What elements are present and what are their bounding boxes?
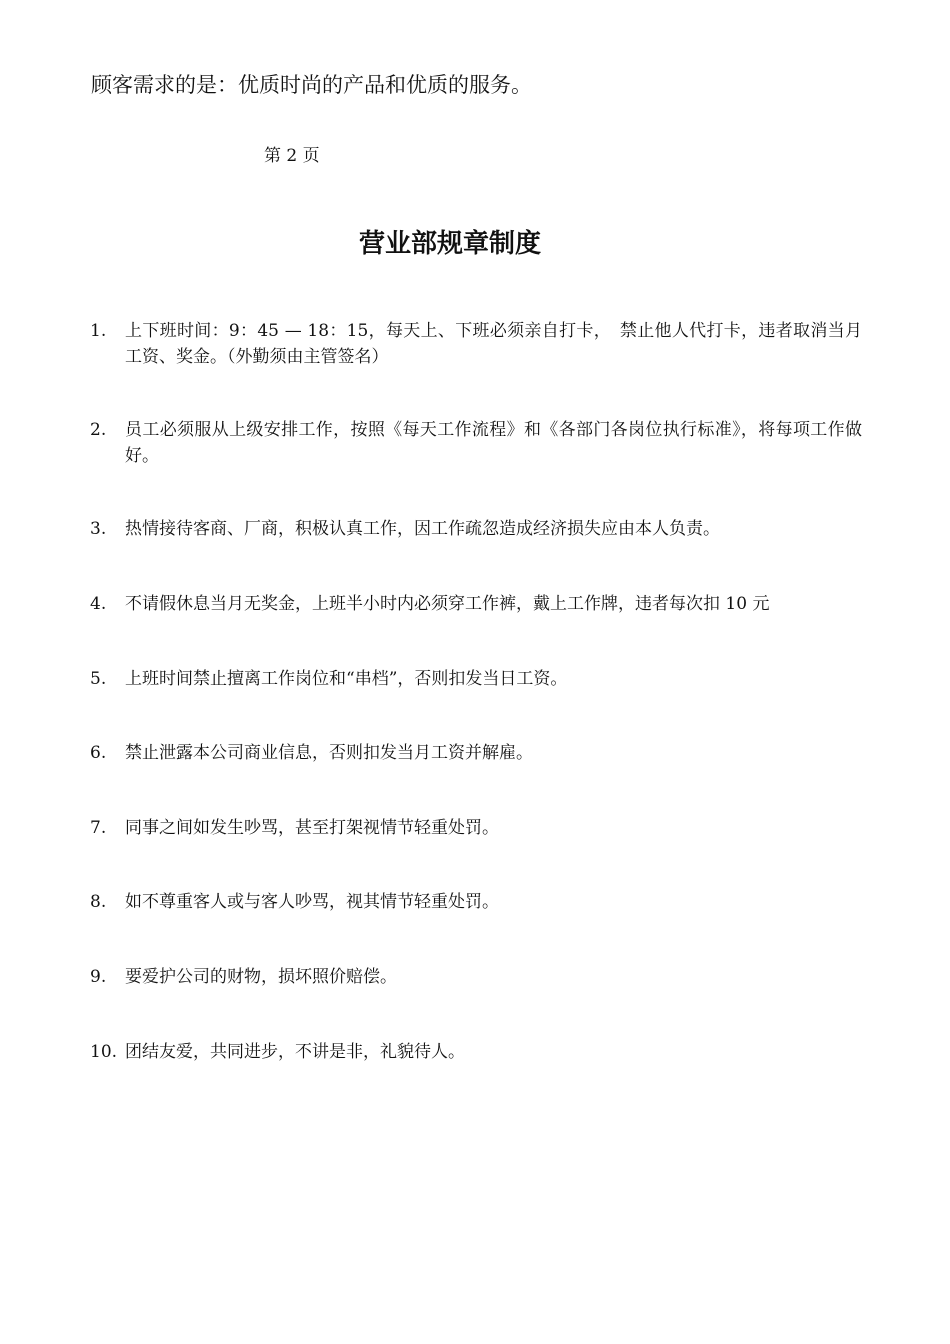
rule-item [90,516,862,542]
rule-number: 3. [90,519,107,539]
rule-number: 8. [90,892,107,912]
intro-line: 顾客需求的是：优质时尚的产品和优质的服务。 [91,73,532,97]
rule-item [90,815,862,841]
rule-number: 1. [90,321,107,341]
rule-text: 员工必须服从上级安排工作，按照《每天工作流程》和《各部门各岗位执行标准》，将每项工作做好。 [125,420,862,466]
rule-item [90,591,862,617]
rule-item [90,740,862,766]
rule-number: 5. [90,669,107,689]
rule-number: 6. [90,743,107,763]
rule-number: 9. [90,967,107,987]
rule-text: 如不尊重客人或与客人吵骂，视其情节轻重处罚。 [125,892,499,912]
rule-item [90,964,862,990]
rule-number: 2. [90,420,107,440]
rule-text: 上下班时间：9：45 — 18：15，每天上、下班必须亲自打卡， 禁止他人代打卡，违者取消当月工资、奖金。（外勤须由主管签名） [125,321,862,367]
rule-item [90,1039,862,1065]
rule-number: 4. [90,594,107,614]
rule-item [90,666,862,692]
rule-text: 上班时间禁止擅离工作岗位和“串档”，否则扣发当日工资。 [125,669,568,689]
rule-item [90,417,862,469]
rule-item [90,889,862,915]
rule-number: 7. [90,818,107,838]
rule-item [90,318,862,370]
document-title: 营业部规章制度 [358,229,541,259]
rule-text: 禁止泄露本公司商业信息，否则扣发当月工资并解雇。 [125,743,533,763]
rule-text: 不请假休息当月无奖金，上班半小时内必须穿工作裤，戴上工作牌，违者每次扣 10 元 [125,594,770,614]
rule-text: 同事之间如发生吵骂，甚至打架视情节轻重处罚。 [125,818,499,838]
rule-text: 团结友爱，共同进步，不讲是非，礼貌待人。 [125,1042,465,1062]
rule-text: 热情接待客商、厂商，积极认真工作，因工作疏忽造成经济损失应由本人负责。 [125,519,720,539]
rule-text: 要爱护公司的财物，损坏照价赔偿。 [125,967,397,987]
rule-number: 10. [90,1042,118,1062]
page-number: 第 2 页 [264,146,320,166]
